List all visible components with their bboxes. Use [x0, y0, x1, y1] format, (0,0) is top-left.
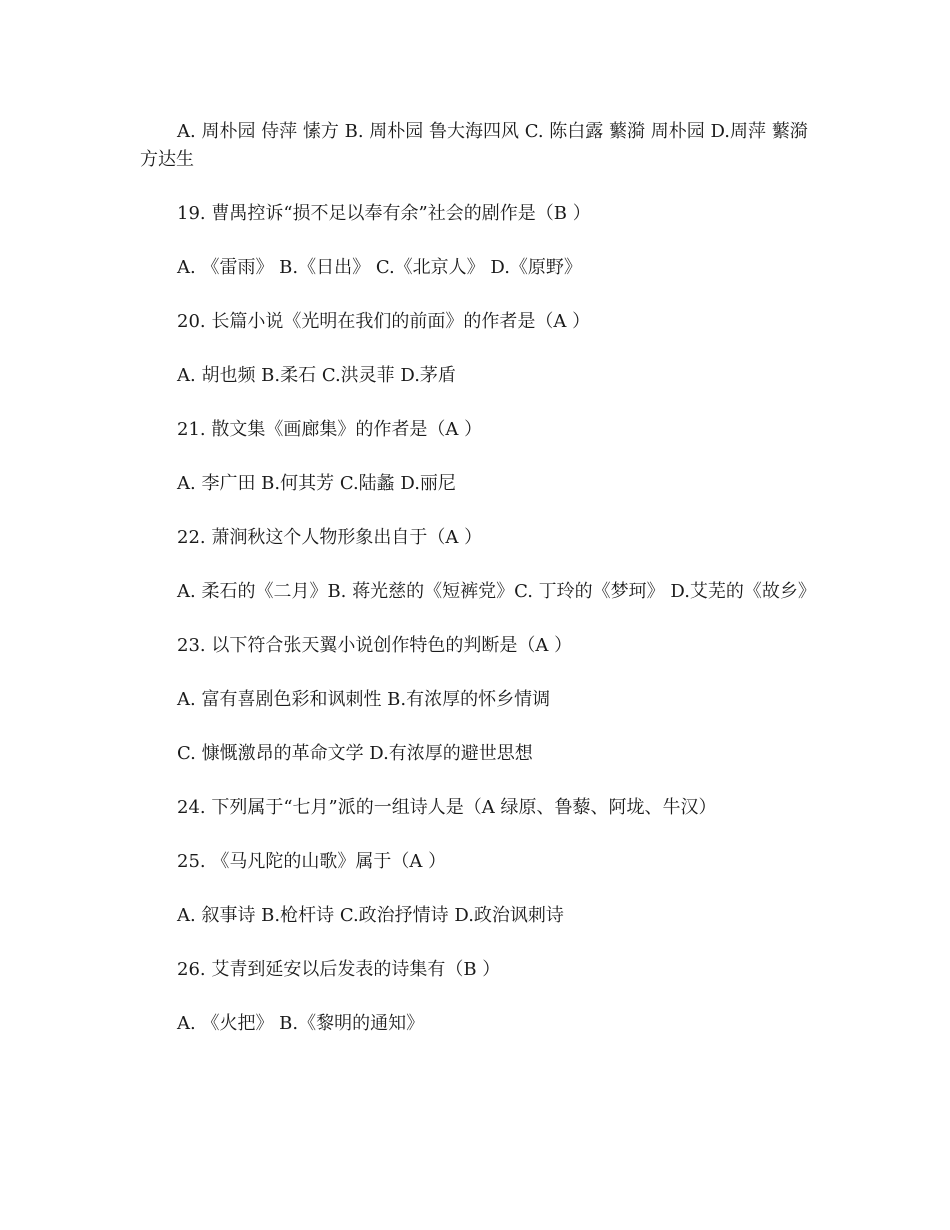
option-line-q21: A. 李广田 B.何其芳 C.陆蠡 D.丽尼 — [177, 473, 456, 494]
option-line-q20: A. 胡也频 B.柔石 C.洪灵菲 D.茅盾 — [177, 365, 456, 386]
question-26: 26. 艾青到延安以后发表的诗集有（B ） — [177, 959, 501, 980]
option-line-q19: A. 《雷雨》 B.《日出》 C.《北京人》 D.《原野》 — [177, 257, 582, 278]
option-line-q23-ab: A. 富有喜剧色彩和讽刺性 B.有浓厚的怀乡情调 — [177, 689, 551, 710]
option-line-q22: A. 柔石的《二月》B. 蒋光慈的《短裤党》C. 丁玲的《梦珂》 D.艾芜的《故乡》 — [177, 581, 816, 602]
option-line-q25: A. 叙事诗 B.枪杆诗 C.政治抒情诗 D.政治讽刺诗 — [177, 905, 564, 926]
option-line-q23-cd: C. 慷慨激昂的革命文学 D.有浓厚的避世思想 — [177, 743, 533, 764]
question-24: 24. 下列属于“七月”派的一组诗人是（A 绿原、鲁藜、阿垅、牛汉） — [177, 797, 717, 818]
option-line-q18: A. 周朴园 侍萍 愫方 B. 周朴园 鲁大海四风 C. 陈白露 蘩漪 周朴园 D.周萍 蘩漪 方达生 — [140, 121, 808, 170]
option-line-q26: A. 《火把》 B.《黎明的通知》 — [177, 1013, 425, 1034]
document-body — [140, 118, 816, 1064]
question-23: 23. 以下符合张天翼小说创作特色的判断是（A ） — [177, 635, 573, 656]
question-22: 22. 萧涧秋这个人物形象出自于（A ） — [177, 527, 483, 548]
question-20: 20. 长篇小说《光明在我们的前面》的作者是（A ） — [177, 311, 591, 332]
question-19: 19. 曹禺控诉“损不足以奉有余”社会的剧作是（B ） — [177, 203, 591, 224]
question-25: 25. 《马凡陀的山歌》属于（A ） — [177, 851, 447, 872]
question-21: 21. 散文集《画廊集》的作者是（A ） — [177, 419, 483, 440]
